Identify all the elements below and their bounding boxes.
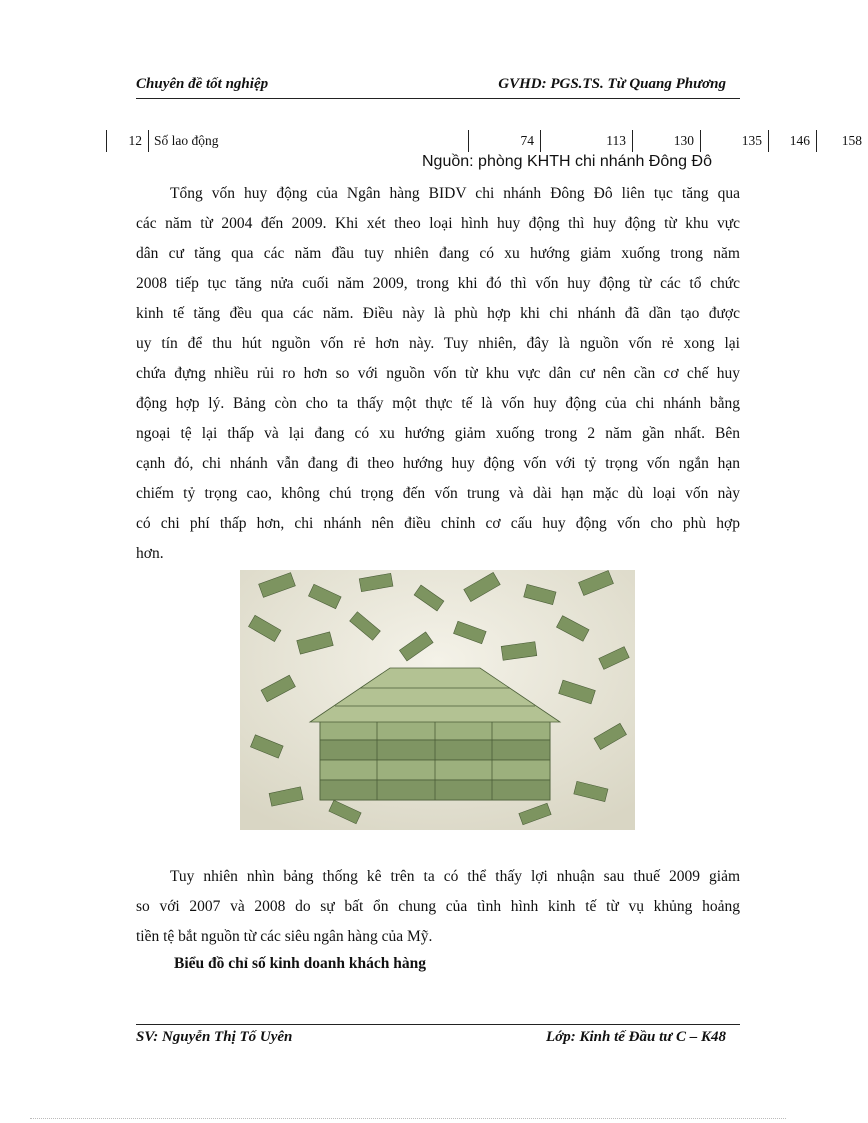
paragraph-line: chiếm tỷ trọng cao, không chú trọng đến vốn trung và dài hạn mặc dù loại vốn này [136, 485, 740, 502]
page-header [136, 76, 740, 99]
row-label: Số lao động [148, 130, 468, 152]
paragraph-line: có chi phí thấp hơn, chi nhánh nên điều chỉnh cơ cấu huy động vốn cho phù hợp [136, 515, 740, 532]
footer-student: SV: Nguyễn Thị Tố Uyên [136, 1029, 293, 1045]
paragraph-line: so với 2007 và 2008 do sự bất ổn chung của tình hình kinh tế từ vụ khủng hoảng [136, 898, 740, 915]
chart-caption: Biểu đồ chỉ số kinh doanh khách hàng [174, 955, 426, 972]
money-house-illustration [240, 570, 635, 830]
body-paragraph-2 [136, 862, 740, 952]
paragraph-line: động hợp lý. Bảng còn cho ta thấy một thực tế là vốn huy động của chi nhánh bằng [136, 395, 740, 412]
paragraph-line: tiền tệ bắt nguồn từ các siêu ngân hàng của Mỹ. [136, 928, 433, 945]
footer-class: Lớp: Kinh tế Đầu tư C – K48 [546, 1029, 726, 1045]
row-value-2006: 130 [632, 130, 700, 152]
page-footer [136, 1024, 740, 1047]
paragraph-line: hơn. [136, 545, 164, 562]
row-value-2005: 113 [540, 130, 632, 152]
paragraph-line: Tuy nhiên nhìn bảng thống kê trên ta có thể thấy lợi nhuận sau thuế 2009 giảm [170, 868, 740, 885]
row-index: 12 [106, 130, 148, 152]
page-bottom-divider [30, 1118, 786, 1119]
row-value-2004: 74 [468, 130, 540, 152]
paragraph-line: ngoại tệ lại thấp và lại đang có xu hướng giảm xuống trong 2 năm gần nhất. Bên [136, 425, 740, 442]
paragraph-line: 2008 tiếp tục tăng nửa cuối năm 2009, trong khi đó thì vốn huy động từ các tổ chức [136, 275, 740, 292]
row-value-2009: 158 [816, 130, 868, 152]
paragraph-line: cạnh đó, chi nhánh vẫn đang đi theo hướng huy động vốn với tỷ trọng vốn ngắn hạn [136, 455, 740, 472]
body-paragraph-1 [136, 179, 740, 569]
paragraph-line: Tổng vốn huy động của Ngân hàng BIDV chi nhánh Đông Đô liên tục tăng qua [170, 185, 740, 202]
paragraph-line: kinh tế tăng đều qua các năm. Điều này là phù hợp khi chi nhánh đã dần tạo được [136, 305, 740, 322]
table-row [106, 130, 862, 152]
row-value-2008: 146 [768, 130, 816, 152]
header-thesis-title: Chuyên đề tốt nghiệp [136, 76, 269, 92]
paragraph-line: các năm từ 2004 đến 2009. Khi xét theo loại hình huy động thì huy động từ khu vực [136, 215, 740, 232]
table-source: Nguồn: phòng KHTH chi nhánh Đông Đô [422, 153, 712, 170]
money-house-image [240, 570, 635, 830]
row-value-2007: 135 [700, 130, 768, 152]
paragraph-line: uy tín để thu hút nguồn vốn rẻ hơn này. Tuy nhiên, đây là nguồn vốn rẻ xong lại [136, 335, 740, 352]
paragraph-line: chứa đựng nhiều rủi ro hơn so với nguồn vốn từ khu vực dân cư nên cần cơ chế huy [136, 365, 740, 382]
paragraph-line: dân cư tăng qua các năm đầu tuy nhiên đang có xu hướng giảm xuống trong năm [136, 245, 740, 262]
header-supervisor: GVHD: PGS.TS. Từ Quang Phương [498, 76, 726, 92]
